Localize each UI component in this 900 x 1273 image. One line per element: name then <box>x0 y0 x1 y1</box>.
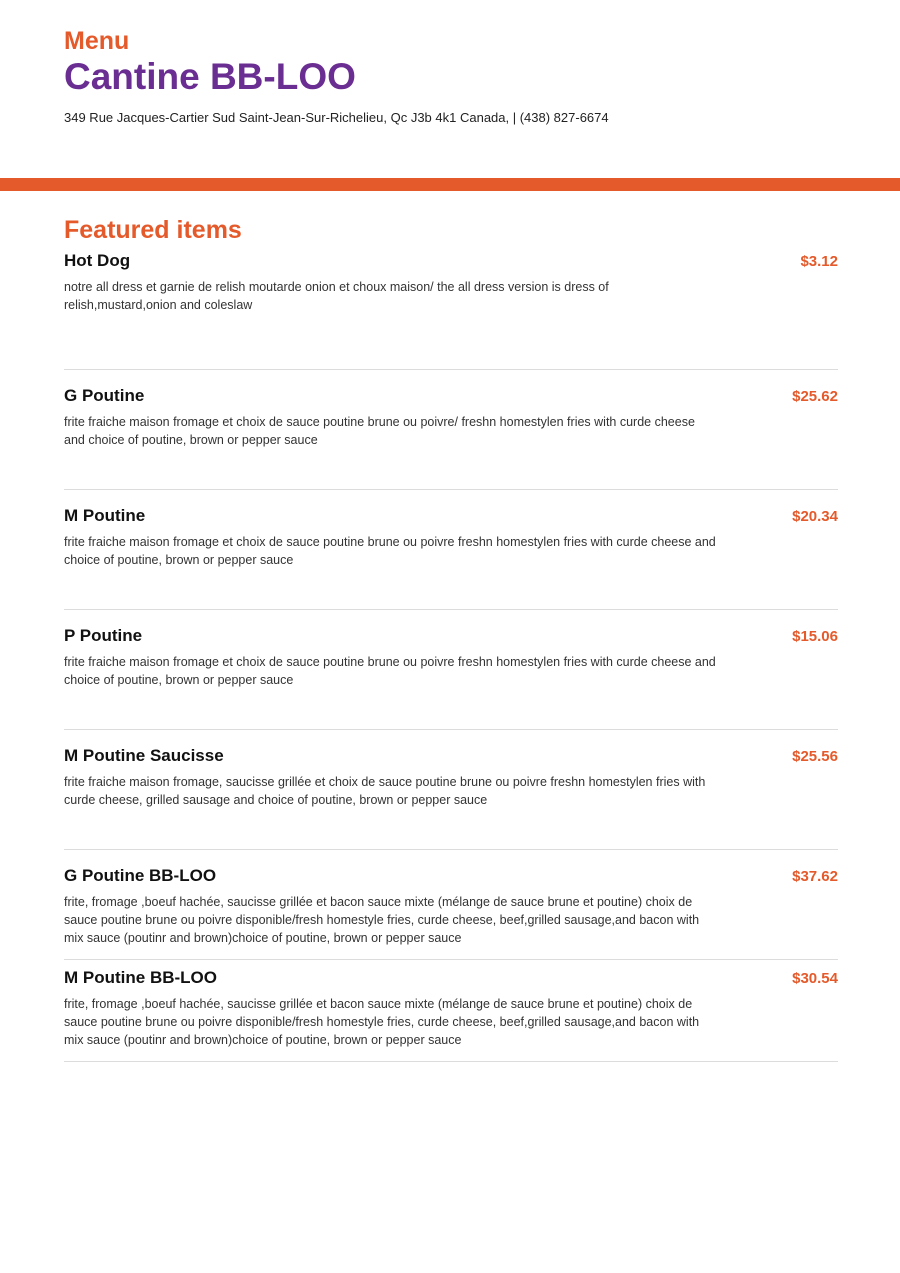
item-price: $30.54 <box>792 970 838 987</box>
accent-divider-bar <box>0 178 900 191</box>
item-name: Hot Dog <box>64 251 131 270</box>
item-name: G Poutine <box>64 386 145 405</box>
item-name: P Poutine <box>64 626 143 645</box>
item-description: frite fraiche maison fromage et choix de sauce poutine brune ou poivre freshn homestylen fries with curde cheese and choice of poutine, brown or pepper sauce <box>64 535 716 567</box>
item-description: frite fraiche maison fromage et choix de sauce poutine brune ou poivre freshn homestylen fries with curde cheese and choice of poutine, brown or pepper sauce <box>64 655 716 687</box>
menu-item[interactable] <box>64 610 838 730</box>
featured-items-section <box>64 214 838 1066</box>
item-description: notre all dress et garnie de relish moutarde onion et choux maison/ the all dress version is dress of relish,mustard,onion and coleslaw <box>64 280 609 312</box>
item-description: frite, fromage ,boeuf hachée, saucisse grillée et bacon sauce mixte (mélange de sauce brune et poutine) choix de sauce poutine brune ou poivre disponible/fresh homestyle fries, curde cheese, beef,grilled sausage,and bacon with mix sauce (poutinr and brown)choice of poutine, brown or pepper sauce <box>64 997 700 1047</box>
menu-item[interactable] <box>64 250 838 370</box>
menu-item[interactable] <box>64 850 838 960</box>
item-description: frite fraiche maison fromage, saucisse grillée et choix de sauce poutine brune ou poivre freshn homestylen fries with curde cheese, grilled sausage and choice of poutine, brown or pepper sauce <box>64 775 706 807</box>
restaurant-name: Cantine BB-LOO <box>64 56 356 97</box>
item-name: M Poutine Saucisse <box>64 746 224 765</box>
menu-item[interactable] <box>64 730 838 850</box>
item-price: $37.62 <box>792 868 838 885</box>
menu-label: Menu <box>64 27 130 55</box>
item-price: $20.34 <box>792 508 838 525</box>
menu-header <box>64 26 844 127</box>
item-name: M Poutine BB-LOO <box>64 968 217 987</box>
item-description: frite, fromage ,boeuf hachée, saucisse grillée et bacon sauce mixte (mélange de sauce brune et poutine) choix de sauce poutine brune ou poivre disponible/fresh homestyle fries, curde cheese, beef,grilled sausage,and bacon with mix sauce (poutinr and brown)choice of poutine, brown or pepper sauce <box>64 895 700 945</box>
item-price: $3.12 <box>800 253 838 270</box>
item-description: frite fraiche maison fromage et choix de sauce poutine brune ou poivre/ freshn homestylen fries with curde cheese and choice of poutine, brown or pepper sauce <box>64 415 695 447</box>
item-price: $15.06 <box>792 628 838 645</box>
item-name: G Poutine BB-LOO <box>64 866 217 885</box>
menu-item[interactable] <box>64 370 838 490</box>
restaurant-address: 349 Rue Jacques-Cartier Sud Saint-Jean-Sur-Richelieu, Qc J3b 4k1 Canada, | (438) 827-6674 <box>64 110 609 125</box>
menu-item[interactable] <box>64 964 838 1062</box>
section-title: Featured items <box>64 216 242 244</box>
menu-item[interactable] <box>64 490 838 610</box>
item-price: $25.62 <box>792 388 838 405</box>
item-name: M Poutine <box>64 506 146 525</box>
item-price: $25.56 <box>792 748 838 765</box>
